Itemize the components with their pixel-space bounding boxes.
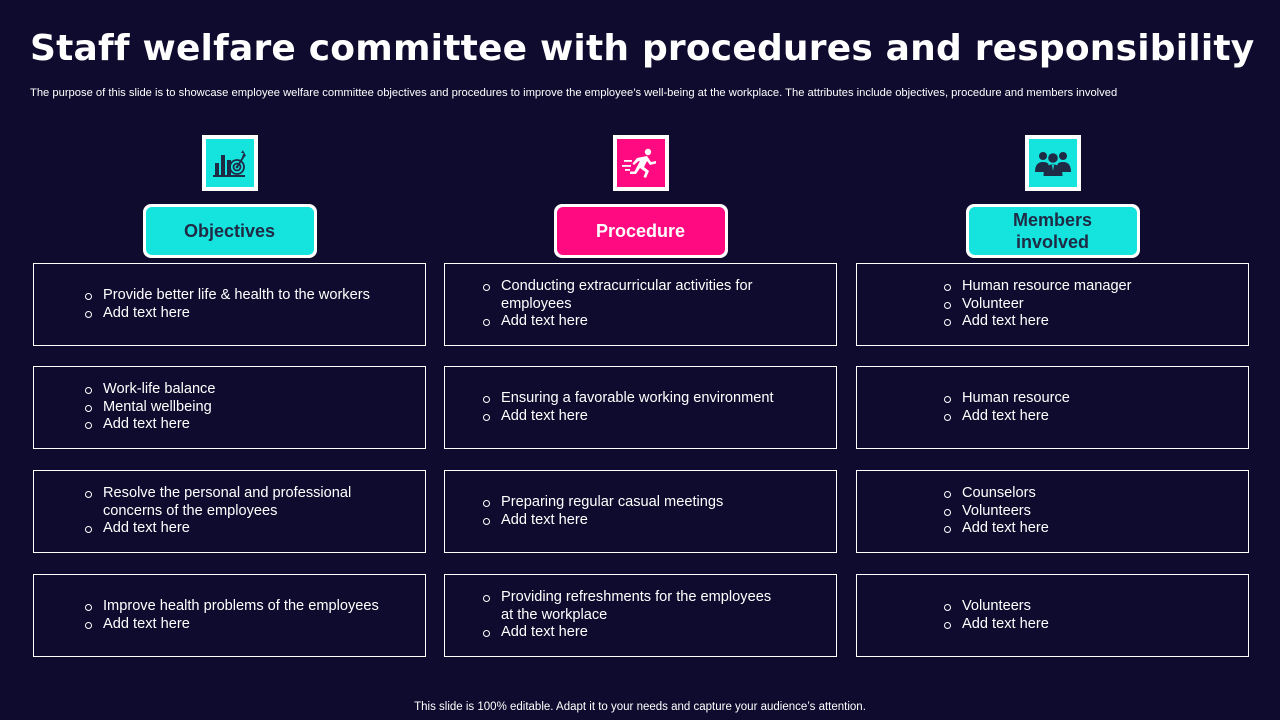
members-card-3 — [856, 470, 1249, 553]
list-item: Resolve the personal and professional concerns of the employees — [85, 485, 355, 520]
list-item: Add text here — [483, 408, 774, 426]
objectives-icon-frame — [202, 135, 258, 191]
list-item: Work-life balance — [85, 381, 215, 399]
members-heading: Members involved — [969, 207, 1137, 255]
objectives-card-2 — [33, 366, 426, 449]
list-item: Ensuring a favorable working environment — [483, 390, 774, 408]
list-item: Counselors — [944, 485, 1049, 503]
list-item: Add text here — [85, 416, 215, 434]
list-item: Add text here — [85, 520, 355, 538]
objectives-heading: Objectives — [146, 207, 314, 255]
list-item: Add text here — [483, 313, 753, 331]
page-title: Staff welfare committee with procedures and responsibility — [30, 28, 1255, 69]
target-chart-icon — [206, 139, 254, 187]
procedure-card-1 — [444, 263, 837, 346]
page-subtitle: The purpose of this slide is to showcase employee welfare committee objectives and procedures to improve the employee’s well-being at the workplace. The attributes include objectives, procedure and members involved — [30, 87, 1118, 99]
list-item: Add text here — [944, 408, 1070, 426]
members-card-2 — [856, 366, 1249, 449]
members-icon-frame — [1025, 135, 1081, 191]
members-card-4 — [856, 574, 1249, 657]
list-item: Add text here — [483, 512, 723, 530]
objectives-header — [143, 204, 317, 258]
list-item: Human resource manager — [944, 278, 1132, 296]
list-item: Add text here — [944, 616, 1049, 634]
procedure-card-3 — [444, 470, 837, 553]
objectives-card-3 — [33, 470, 426, 553]
objectives-card-1 — [33, 263, 426, 346]
list-item: Mental wellbeing — [85, 399, 215, 417]
list-item: Provide better life & health to the workers — [85, 287, 370, 305]
members-column — [856, 135, 1249, 632]
team-icon — [1029, 139, 1077, 187]
members-card-1 — [856, 263, 1249, 346]
list-item: Add text here — [944, 313, 1132, 331]
list-item: Add text here — [483, 624, 783, 642]
procedure-card-2 — [444, 366, 837, 449]
members-header — [966, 204, 1140, 258]
list-item: Add text here — [85, 616, 379, 634]
list-item: Volunteers — [944, 503, 1049, 521]
list-item: Volunteers — [944, 598, 1049, 616]
list-item: Volunteer — [944, 296, 1132, 314]
list-item: Conducting extracurricular activities for employees — [483, 278, 753, 313]
procedure-card-4 — [444, 574, 837, 657]
objectives-card-4 — [33, 574, 426, 657]
list-item: Add text here — [85, 305, 370, 323]
procedure-icon-frame — [613, 135, 669, 191]
footer-note: This slide is 100% editable. Adapt it to your needs and capture your audience’s attention. — [414, 701, 866, 713]
running-person-icon — [617, 139, 665, 187]
list-item: Improve health problems of the employees — [85, 598, 379, 616]
list-item: Preparing regular casual meetings — [483, 494, 723, 512]
procedure-column — [444, 135, 837, 641]
procedure-header — [554, 204, 728, 258]
list-item: Providing refreshments for the employees at the workplace — [483, 589, 783, 624]
objectives-column — [33, 135, 426, 632]
list-item: Add text here — [944, 520, 1049, 538]
procedure-heading: Procedure — [557, 207, 725, 255]
list-item: Human resource — [944, 390, 1070, 408]
